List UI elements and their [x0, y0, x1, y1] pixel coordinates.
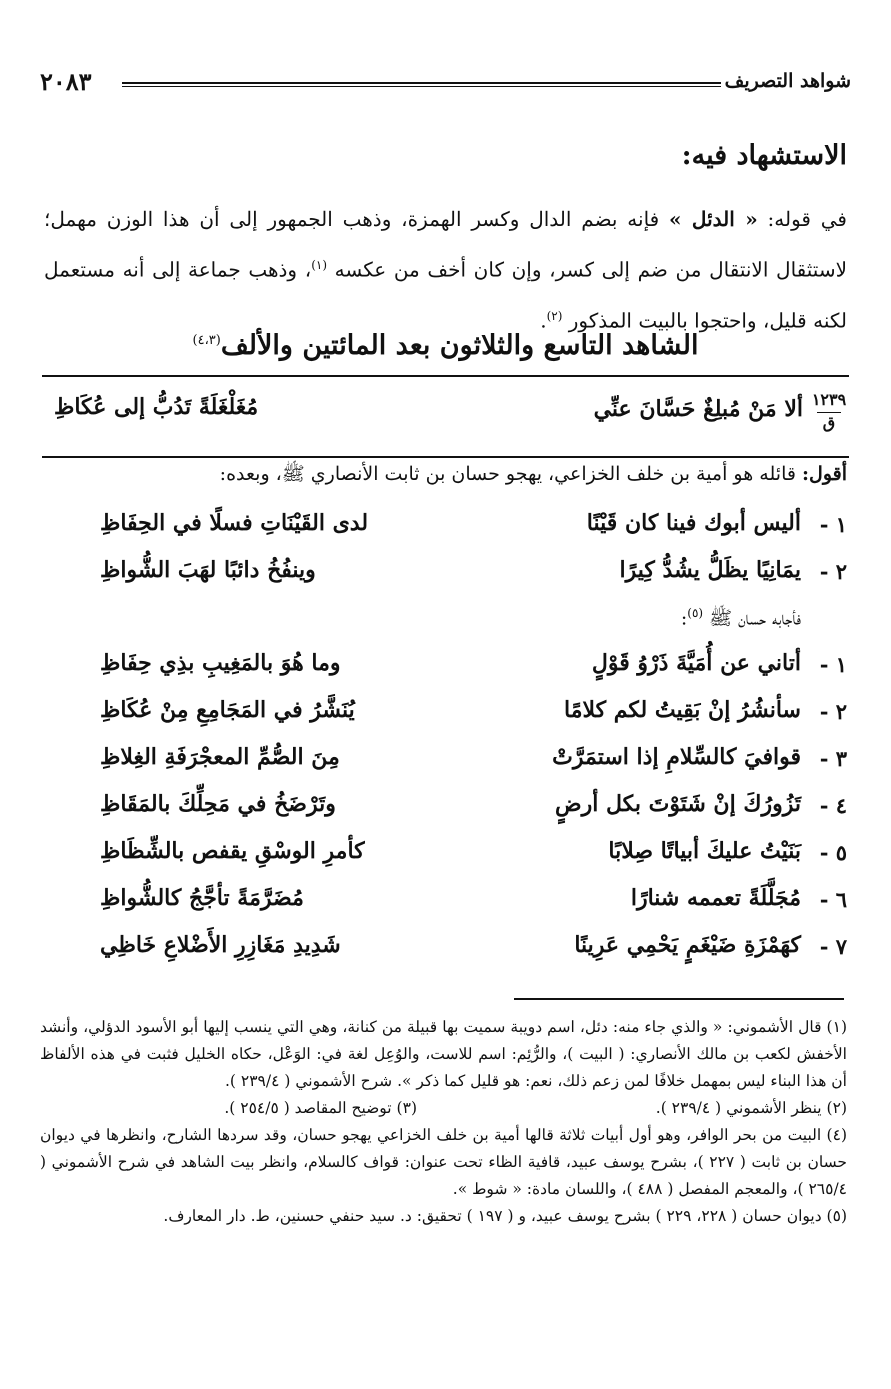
verse-number: ٥ - [819, 840, 847, 865]
verse-number: ٦ - [819, 887, 847, 912]
verse-second-hemistich: كأمرِ الوسْقِ يقفص بالشِّظَاظِ [100, 838, 365, 864]
footnote-1: (١) قال الأشموني: « والذي جاء منه: دئل، اسم دويبة سميت بها قبيلة من كنانة، وهي التي ينسب إليها أبو الأسود الدؤلي، وأنشد الأخفش لكعب بن مالك الأنصاري: ( البيت )، والرُّئِم: اسم للاست، والوُعِل لغة في: الوَعْل، حكاه الخليل فثبت في هذه الألفاظ أن هذا البناء ليس بمهمل خلافًا لمن زعم ذلك، نعم: هو قليل كما ذكر ». شرح الأشموني ( ٢٣٩/٤ ). [40, 1018, 847, 1090]
verse-before-1 [44, 510, 847, 550]
paragraph-keyword: « الدئل » [669, 207, 758, 231]
verse-before-2 [44, 557, 847, 597]
verse-first-hemistich: بَنَيْتُ عليكَ أبياتًا صِلابًا [608, 838, 801, 864]
footnote-5: (٥) ديوان حسان ( ٢٢٨، ٢٢٩ ) بشرح يوسف عبيد، و ( ١٩٧ ) تحقيق: د. سيد حنفي حسنين، ط. دار المعارف. [163, 1207, 847, 1225]
commentary-label: أقول: [802, 463, 847, 485]
verse-number: ٧ - [819, 934, 847, 959]
reply-verse-5 [44, 838, 847, 878]
footnote-pair-2-3 [40, 1095, 847, 1122]
verse-second-hemistich: شَدِيدِ مَغَازِرِ الأَضْلاعِ خَاظِي [100, 932, 341, 958]
verse-rule-bottom [42, 456, 849, 458]
verse-second-hemistich: مُضَرَّمَةً تأجَّجُ كالشُّواظِ [100, 885, 304, 911]
verse-first-hemistich: تَزُورُكَ إنْ شَتَوْتَ بكل أرضٍ [555, 791, 801, 817]
verse-first-hemistich: أليس أبوك فينا كان قَيْنًا [586, 510, 801, 536]
running-title: شواهد التصريف [724, 70, 851, 92]
verse-first-hemistich: يمَانِيًا يظَلُّ يشُدُّ كِيرًا [619, 557, 801, 583]
verse-first-hemistich: قوافيَ كالسِّلامِ إذا استمَرَّتْ [552, 744, 801, 770]
main-verse-number-bottom: ق [822, 413, 836, 432]
verse-second-hemistich: وتَرْضَخُ في مَحِلِّكَ بالمَقَاظِ [100, 791, 336, 817]
verse-second-hemistich: لدى القَيْنَاتِ فسلًا في الحِفَاظِ [100, 510, 369, 536]
verse-first-hemistich: أتاني عن أُمَيَّةَ ذَرْوُ قَوْلٍ [591, 650, 801, 676]
shahid-title-text: الشاهد التاسع والثلاثون بعد المائتين والألف [220, 330, 699, 361]
shahid-title [40, 330, 851, 361]
reply-verse-6 [44, 885, 847, 925]
footnote-rule [514, 998, 844, 1000]
running-header [40, 67, 851, 100]
verse-second-hemistich: وينفُخُ دائبًا لهَبَ الشُّواظِ [100, 557, 316, 583]
paragraph-text-1: فإنه بضم الدال وكسر الهمزة، وذهب الجمهور إلى أن هذا الوزن مهمل؛ لاستثقال الانتقال من ضم إلى كسر، وإن كان أخف من عكسه [44, 207, 848, 282]
paragraph-end: . [540, 308, 547, 333]
reply-intro [681, 606, 801, 634]
reply-intro-end: : [680, 607, 688, 630]
footnote-ref-2: (٢) [546, 308, 563, 323]
reply-verse-2 [44, 697, 847, 737]
verse-first-hemistich: مُجَلَّلَةً تعممه شنارًا [630, 885, 801, 911]
footnote-ref-5: (٥) [687, 606, 704, 620]
verse-first-hemistich: كهَمْزَةِ ضَيْغَمٍ يَحْمِي عَرِينًا [574, 932, 801, 958]
verse-second-hemistich: يُنَشَّرُ في المَجَامِعِ مِنْ عُكَاظِ [100, 697, 355, 723]
main-verse-number [811, 390, 847, 433]
verse-number: ٢ - [819, 559, 847, 584]
reply-verse-1 [44, 650, 847, 690]
verse-number: ٣ - [819, 746, 847, 771]
verse-second-hemistich: وما هُوَ بالمَغِيبِ بذِي حِفَاظِ [100, 650, 341, 676]
reply-verse-7 [44, 932, 847, 972]
page-number: ٢٠٨٣ [40, 67, 92, 96]
body-paragraph [44, 196, 847, 343]
footnote-3: (٣) توضيح المقاصد ( ٢٥٤/٥ ). [224, 1099, 417, 1117]
reply-verse-3 [44, 744, 847, 784]
verse-first-hemistich: سأنشُرُ إنْ بَقِيتُ لكم كلامًا [563, 697, 801, 723]
main-verse [44, 390, 847, 440]
footnote-4: (٤) البيت من بحر الوافر، وهو أول أبيات ثلاثة قالها أمية بن خلف الخزاعي يهجو حسان، وقد سردها الشارح، وانظرها في ديوان حسان بن ثابت ( ٢٢٧ )، بشرح يوسف عبيد، قافية الظاء تحت عنوان: قواف كالسلام، وانظر بيت الشاهد في شرح الأشموني ( ٢٦٥/٤ )، والمعجم المفصل ( ٤٨٨ )، واللسان مادة: « شوط ». [40, 1126, 847, 1198]
verse-number: ١ - [819, 652, 847, 677]
main-verse-second-hemistich: مُغَلْغَلَةً تَدُبُّ إلى عُكَاظِ [54, 394, 259, 420]
main-verse-number-top: ١٢٣٩ [811, 390, 847, 409]
verse-number: ١ - [819, 512, 847, 537]
footnote-ref-1: (١) [311, 258, 328, 272]
reply-intro-text: فأجابه حسان ﷺ [709, 607, 801, 630]
verse-rule-top [42, 375, 849, 377]
verse-second-hemistich: مِنَ الصُّمِّ المعجْرَفَةِ الغِلاظِ [100, 744, 340, 770]
commentary-line [220, 462, 847, 490]
shahid-title-refs: (٤،٣) [192, 333, 221, 348]
verse-number: ٢ - [819, 699, 847, 724]
verse-number: ٤ - [819, 793, 847, 818]
paragraph-lead: في قوله: [767, 207, 847, 231]
section-heading: الاستشهاد فيه: [681, 140, 847, 171]
main-verse-first-hemistich: ألا مَنْ مُبلِغٌ حَسَّانَ عنِّي [593, 396, 803, 422]
footnote-2: (٢) ينظر الأشموني ( ٢٣٩/٤ ). [655, 1099, 847, 1117]
commentary-text: قائله هو أمية بن خلف الخزاعي، يهجو حسان بن ثابت الأنصاري ﷺ، وبعده: [219, 463, 796, 485]
footnotes [40, 1014, 847, 1230]
reply-verse-4 [44, 791, 847, 831]
header-rule [122, 82, 721, 87]
paragraph-text-2: ، وذهب جماعة إلى أنه مستعمل لكنه قليل، واحتجوا بالبيت المذكور [44, 257, 847, 333]
